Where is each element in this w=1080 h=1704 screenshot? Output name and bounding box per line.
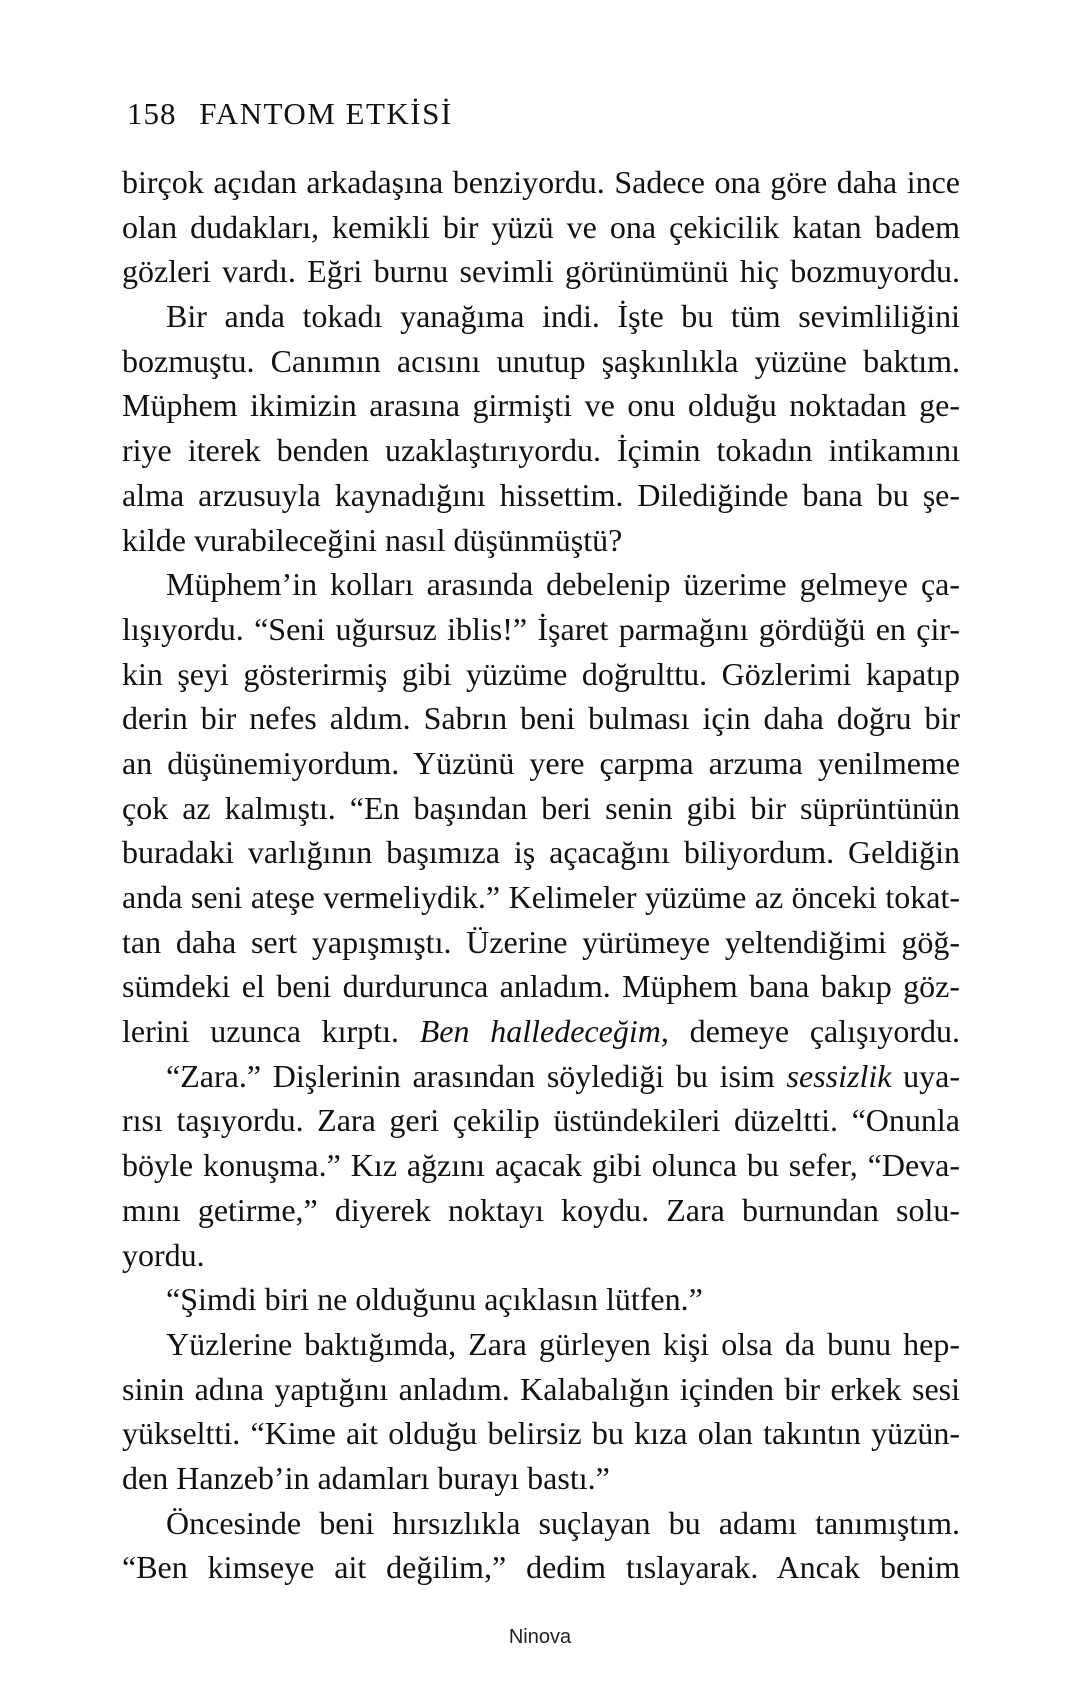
text-line: alma arzusuyla kaynadığını hissettim. Dilediğinde bana bu şe- bbox=[122, 476, 960, 513]
text-line: sinin adına yaptığını anladım. Kalabalığın içinden bir erkek sesi bbox=[122, 1370, 960, 1407]
text-line: çok az kalmıştı. “En başından beri senin gibi bir süprüntünün bbox=[122, 789, 960, 826]
text-line bbox=[122, 1054, 960, 1099]
text-line: den Hanzeb’in adamları burayı bastı.” bbox=[122, 1459, 610, 1496]
text-line: gözleri vardı. Eğri burnu sevimli görünümünü hiç bozmuyordu. bbox=[122, 253, 960, 290]
text-line: böyle konuşma.” Kız ağzını açacak gibi olunca bu sefer, “Deva- bbox=[122, 1147, 960, 1184]
text-line: Müphem ikimizin arasına girmişti ve onu olduğu noktadan ge- bbox=[122, 387, 960, 424]
text-segment: “Zara.” Dişlerinin arasından söylediği bu isim bbox=[166, 1057, 775, 1094]
text-line: Bir anda tokadı yanağıma indi. İşte bu tüm sevimliliğini bbox=[166, 298, 960, 335]
text-line: “Ben kimseye ait değilim,” dedim tıslayarak. Ancak benim bbox=[122, 1549, 960, 1586]
text-segment: uya- bbox=[903, 1057, 961, 1094]
text-line: birçok açıdan arkadaşına benziyordu. Sadece ona göre daha ince bbox=[122, 164, 960, 200]
text-line: Yüzlerine baktığımda, Zara gürleyen kişi olsa da bunu hep- bbox=[166, 1325, 960, 1362]
book-title: FANTOM ETKİSİ bbox=[199, 96, 453, 131]
text-line: sümdeki el beni durdurunca anladım. Müphem bana bakıp göz- bbox=[122, 968, 960, 1005]
text-line: bozmuştu. Canımın acısını unutup şaşkınlıkla yüzüne baktım. bbox=[122, 342, 960, 379]
italic-phrase: Ben halledeceğim, bbox=[419, 1013, 669, 1050]
text-line: yükseltti. “Kime ait olduğu belirsiz bu kıza olan takıntın yüzün- bbox=[122, 1415, 960, 1452]
text-line: Öncesinde beni hırsızlıkla suçlayan bu adamı tanımıştım. bbox=[166, 1504, 960, 1541]
text-line: an düşünemiyordum. Yüzünü yere çarpma arzuma yenilmeme bbox=[122, 744, 960, 781]
text-line: Müphem’in kolları arasında debelenip üzerime gelmeye ça- bbox=[166, 566, 960, 603]
text-line: derin bir nefes aldım. Sabrın beni bulması için daha doğru bir bbox=[122, 700, 960, 737]
text-line: rısı taşıyordu. Zara geri çekilip üstündekileri düzeltti. “Onunla bbox=[122, 1102, 960, 1139]
text-line: yordu. bbox=[122, 1236, 205, 1273]
text-line: kin şeyi gösterirmiş gibi yüzüme doğrulttu. Gözlerimi kapatıp bbox=[122, 655, 960, 692]
text-line: lışıyordu. “Seni uğursuz iblis!” İşaret parmağını gördüğü en çir- bbox=[122, 610, 960, 647]
text-line: anda seni ateşe vermeliydik.” Kelimeler yüzüme az önceki tokat- bbox=[122, 879, 960, 915]
italic-word: sessizlik bbox=[786, 1057, 892, 1094]
body-text bbox=[122, 160, 960, 1590]
text-line bbox=[122, 1009, 960, 1054]
text-segment: demeye çalışıyordu. bbox=[689, 1013, 960, 1050]
text-line: olan dudakları, kemikli bir yüzü ve ona çekicilik katan badem bbox=[122, 208, 960, 245]
text-line: “Şimdi biri ne olduğunu açıklasın lütfen.” bbox=[166, 1281, 703, 1318]
text-line: kilde vurabileceğini nasıl düşünmüştü? bbox=[122, 521, 623, 558]
publisher-footer: Ninova bbox=[508, 1626, 572, 1648]
running-header bbox=[127, 96, 453, 132]
text-segment: lerini uzunca kırptı. bbox=[122, 1013, 399, 1050]
text-line: riye iterek benden uzaklaştırıyordu. İçimin tokadın intikamını bbox=[122, 432, 960, 469]
text-line: tan daha sert yapışmıştı. Üzerine yürümeye yeltendiğimi göğ- bbox=[122, 923, 960, 960]
text-line: mını getirme,” diyerek noktayı koydu. Zara burnundan solu- bbox=[122, 1191, 960, 1228]
page-number: 158 bbox=[127, 96, 177, 131]
text-line: buradaki varlığının başımıza iş açacağını biliyordum. Geldiğin bbox=[122, 834, 960, 871]
